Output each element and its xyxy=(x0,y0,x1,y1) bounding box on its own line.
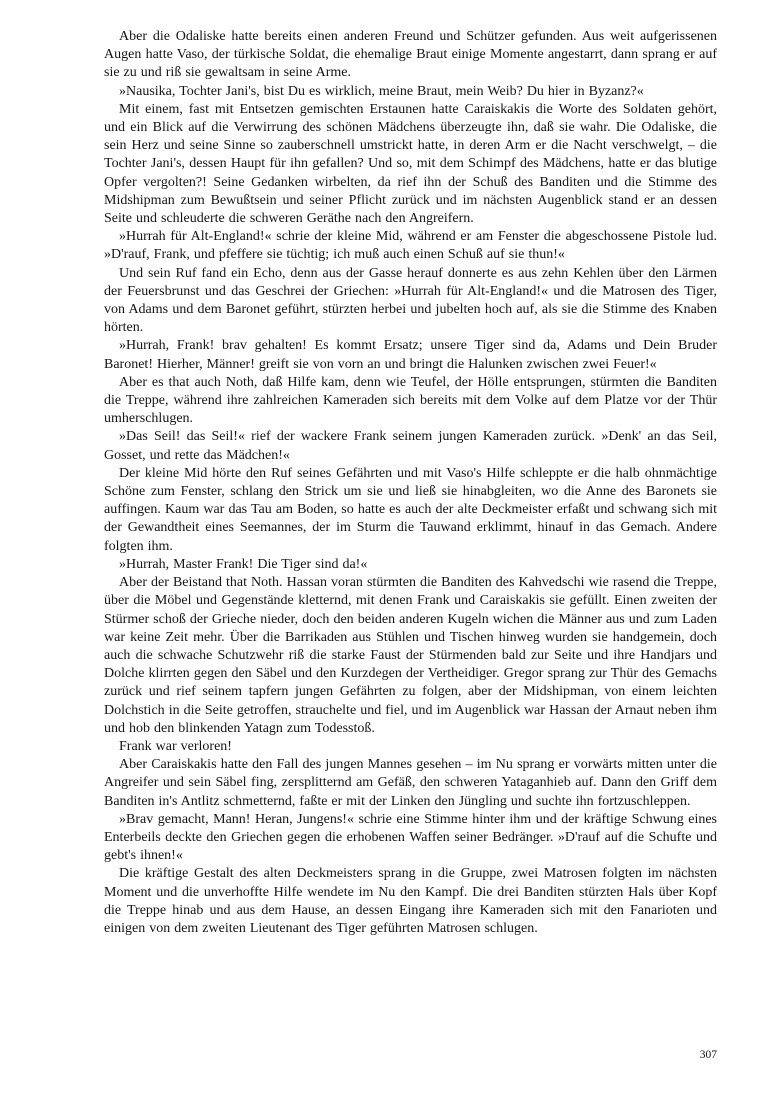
paragraph: Frank war verloren! xyxy=(119,738,232,754)
paragraph: »Nausika, Tochter Jani's, bist Du es wirklich, meine Braut, mein Weib? Du hier in Byzanz?« xyxy=(119,83,644,99)
paragraph: Aber Caraiskakis hatte den Fall des jungen Mannes gesehen – im Nu sprang er vorwärts mitten unter die Angreifer und sein Säbel fing, zersplitternd am Gefäß, den schweren Yataganhieb auf. Dann den Griff dem Banditen in's Antlitz schmetternd, faßte er mit der Linken den Jüngling und suchte ihn fortzuschleppen. xyxy=(104,757,717,809)
paragraph: Aber der Beistand that Noth. Hassan voran stürmten die Banditen des Kahvedschi wie rasend die Treppe, über die Möbel und Gegenstände kletternd, mit denen Frank und Caraiskakis sie gefüllt. Einen zweiten der Stürmer schoß der Grieche nieder, doch den beiden anderen Kugeln wichen die Männer aus und zum Laden war keine Zeit mehr. Über die Barrikaden aus Stühlen und Tischen hinweg wurden sie handgemein, doch auch die schwache Schutzwehr riß die starke Faust der Stürmenden bald zur Seite und ihre Handjars und Dolche klirrten gegen den Säbel und den Kurzdegen der Vertheidiger. Gregor sprang zur Thür des Gemachs zurück und rief seinem tapfern jungen Gefährten zu folgen, aber der Midshipman, von einem leichten Dolchstich in die Seite getroffen, strauchelte und fiel, und im Augenblick war Hassan der Arnaut neben ihm und hob den blinkenden Yatagn zum Todesstoß. xyxy=(104,575,717,736)
page-number: 307 xyxy=(699,1049,717,1061)
paragraph: Die kräftige Gestalt des alten Deckmeisters sprang in die Gruppe, zwei Matrosen folgten im nächsten Moment und die unverhoffte Hilfe wendete im Nu den Kampf. Die drei Banditen stürzten Hals über Kopf die Treppe hinab und aus dem Hause, an dessen Eingang ihre Kameraden sich mit den Fanarioten und einigen von dem zweiten Lieutenant des Tiger geführten Matrosen schlugen. xyxy=(104,866,717,936)
paragraph: »Hurrah für Alt-England!« schrie der kleine Mid, während er am Fenster die abgeschossene Pistole lud. »D'rauf, Frank, und pfeffere sie tüchtig; ich muß auch einen Schuß auf sie thun!« xyxy=(104,229,717,263)
paragraph: »Hurrah, Frank! brav gehalten! Es kommt Ersatz; unsere Tiger sind da, Adams und Dein Bruder Baronet! Hierher, Männer! greift sie von vorn an und bringt die Halunken zwischen zwei Feuer!« xyxy=(104,338,717,372)
paragraph: Aber die Odaliske hatte bereits einen anderen Freund und Schützer gefunden. Aus weit aufgerissenen Augen hatte Vaso, der türkische Soldat, die ehemalige Braut einige Momente angestarrt, dann sprang er auf sie zu und riß sie gewaltsam in seine Arme. xyxy=(104,29,717,81)
paragraph: Und sein Ruf fand ein Echo, denn aus der Gasse herauf donnerte es aus zehn Kehlen über den Lärmen der Feuersbrunst und das Geschrei der Griechen: »Hurrah für Alt-England!« und die Matrosen des Tiger, von Adams und dem Baronet geführt, stürzten herbei und jubelten hoch auf, als sie die Stimme des Knaben hörten. xyxy=(104,265,717,336)
paragraph: »Hurrah, Master Frank! Die Tiger sind da!« xyxy=(119,556,368,572)
paragraph: »Das Seil! das Seil!« rief der wackere Frank seinem jungen Kameraden zurück. »Denk' an das Seil, Gosset, und rette das Mädchen!« xyxy=(104,429,717,463)
body-text-column xyxy=(104,28,717,938)
paragraph: »Brav gemacht, Mann! Heran, Jungens!« schrie eine Stimme hinter ihm und der kräftige Schwung eines Enterbeils deckte den Griechen gegen die erhobenen Waffen seiner Bedränger. »D'rauf auf die Schufte und gebt's ihnen!« xyxy=(104,811,717,864)
paragraph: Mit einem, fast mit Entsetzen gemischten Erstaunen hatte Caraiskakis die Worte des Soldaten gehört, und ein Blick auf die Verwirrung des schönen Mädchens überzeugte ihn, daß sie wahr. Die Odaliske, die sein Herz und seine Sinne so zauberschnell umstrickt hatte, in deren Arm er die Nacht verschwelgt, – die Tochter Jani's, dessen Haupt für ihn gefallen? Und so, mit dem Schimpf des Mädchens, hatte er das blutige Opfer vergolten?! Seine Gedanken wirbelten, da rief ihn der Schuß des Banditen und die Stimme des Midshipman zum Bewußtsein und seiner Pflicht zurück und im nächsten Augenblick stand er an dessen Seite und schleuderte die schweren Geräthe nach den Angreifern. xyxy=(104,101,717,227)
paragraph: Der kleine Mid hörte den Ruf seines Gefährten und mit Vaso's Hilfe schleppte er die halb ohnmächtige Schöne zum Fenster, schlang den Strick um sie und ließ sie hinabgleiten, wo die Anne des Baronets sie auffingen. Kaum war das Tau am Boden, so hatte es auch der alte Deckmeister erfaßt und schwang sich mit der Gewandtheit eines Seemannes, der im Sturm die Tauwand erklimmt, hinauf in das Gemach. Andere folgten ihm. xyxy=(104,465,717,554)
paragraph: Aber es that auch Noth, daß Hilfe kam, denn wie Teufel, der Hölle entsprungen, stürmten die Banditen die Treppe, während ihre zahlreichen Kameraden sich bereits mit dem Volke auf dem Platze vor der Thür umherschlugen. xyxy=(104,374,717,427)
